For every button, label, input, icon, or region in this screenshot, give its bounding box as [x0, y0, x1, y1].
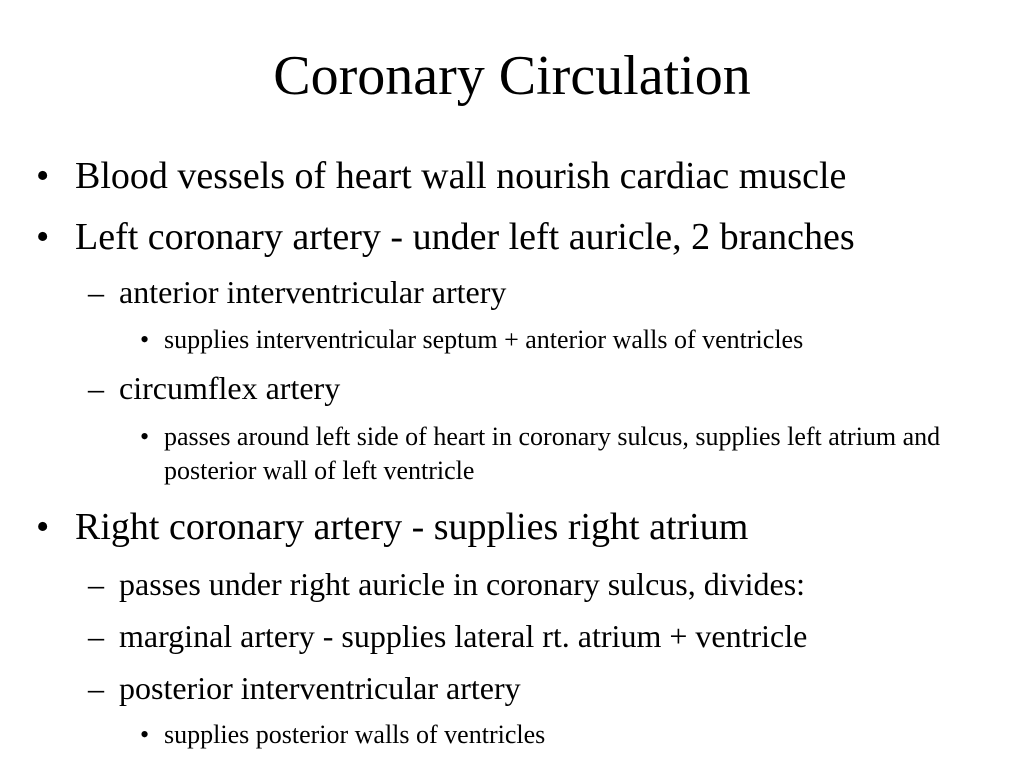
bullet-text: passes around left side of heart in coronary sulcus, supplies left atrium and posterior wall of left ventricle [164, 422, 941, 485]
dash-marker: – [88, 618, 104, 654]
bullet-item-level-2 [0, 617, 1024, 655]
dash-marker: – [88, 274, 104, 310]
dash-marker: – [88, 670, 104, 706]
slide-title: Coronary Circulation [273, 45, 751, 107]
bullet-item-level-3 [0, 420, 1024, 490]
bullet-item-level-3 [0, 718, 1024, 752]
bullet-marker: • [36, 155, 50, 197]
bullet-text: posterior interventricular artery [119, 670, 521, 706]
bullet-item-level-3 [0, 323, 1024, 357]
bullet-text: supplies interventricular septum + anterior walls of ventricles [164, 325, 804, 354]
bullet-marker: • [36, 506, 50, 548]
bullet-text: Left coronary artery - under left auricle, 2 branches [75, 216, 855, 258]
dash-marker: – [88, 566, 104, 602]
bullet-text: marginal artery - supplies lateral rt. atrium + ventricle [119, 618, 808, 654]
bullet-item-level-2 [0, 669, 1024, 707]
bullet-text: Blood vessels of heart wall nourish cardiac muscle [75, 155, 847, 197]
bullet-text: passes under right auricle in coronary sulcus, divides: [119, 566, 806, 602]
dash-marker: – [88, 370, 104, 406]
bullet-text: circumflex artery [119, 370, 341, 406]
bullet-text: Right coronary artery - supplies right atrium [75, 506, 749, 548]
bullet-text: supplies posterior walls of ventricles [164, 720, 546, 749]
bullet-marker: • [140, 422, 150, 451]
bullet-item-level-2 [0, 273, 1024, 311]
bullet-marker: • [36, 216, 50, 258]
bullet-item-level-1 [0, 154, 1024, 198]
bullet-marker: • [140, 720, 150, 749]
bullet-item-level-2 [0, 369, 1024, 407]
bullet-text: anterior interventricular artery [119, 274, 507, 310]
bullet-marker: • [140, 325, 150, 354]
bullet-item-level-1 [0, 215, 1024, 259]
bullet-item-level-2 [0, 565, 1024, 603]
bullet-item-level-1 [0, 505, 1024, 549]
